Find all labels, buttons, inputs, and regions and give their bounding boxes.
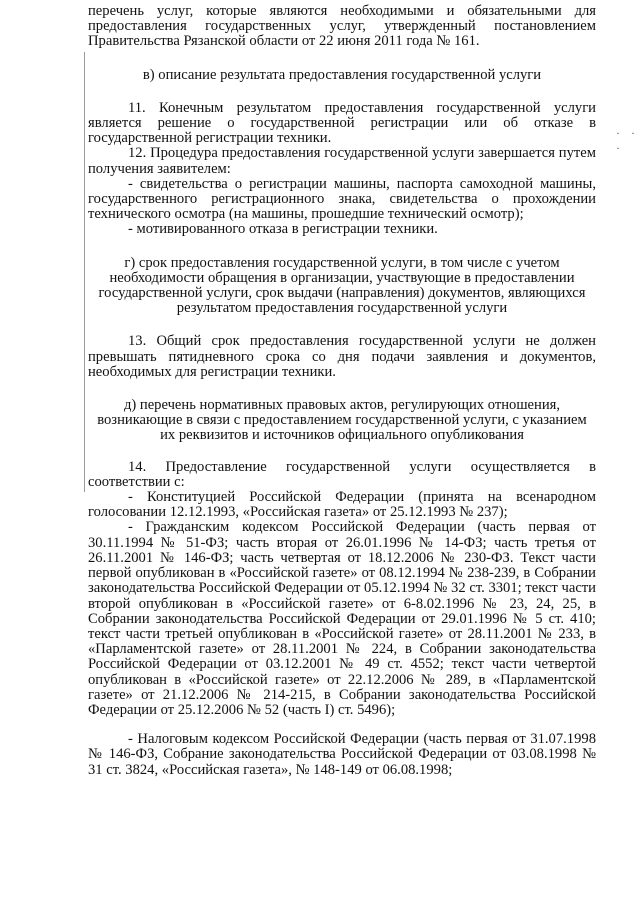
document-body: [88, 4, 596, 778]
paragraph-services-list: перечень услуг, которые являются необходимыми и обязательными для предоставления государственных услуг, утвержденный постановлением Правительства Рязанской области от 22 июня 2011 года № 161.: [88, 3, 596, 50]
paragraph-11: 11. Конечным результатом предоставления государственной услуги является решение о государственной регистрации или об отказе в государственной регистрации техники.: [88, 99, 596, 147]
list-item-tax-code: - Налоговым кодексом Российской Федерации (часть первая от 31.07.1998 № 146-ФЗ, Собрание законодательства Российской Федерации от 03.08.1998 № 31 ст. 3824, «Российская газета», № 148-149 от 06.08.1998;: [88, 731, 596, 778]
list-item-constitution: - Конституцией Российской Федерации (принята на всенародном голосовании 12.12.1993, «Российская газета» от 25.12.1993 № 237);: [88, 489, 596, 521]
scan-artifact: · · ·: [616, 126, 639, 155]
scan-margin-line: [84, 52, 85, 492]
paragraph-13: 13. Общий срок предоставления государственной услуги не должен превышать пятидневного срока со дня подачи заявления и документов, необходимых для регистрации техники.: [88, 333, 596, 380]
section-heading-g: г) срок предоставления государственной услуги, в том числе с учетом необходимости обращения в организации, участвующие в предоставлении государственной услуги, срок выдачи (направления) документов, являющихся результатом предоставления государственной услуги: [98, 254, 586, 317]
section-heading-d: д) перечень нормативных правовых актов, регулирующих отношения, возникающие в связи с предоставлением государственной услуги, с указанием их реквизитов и источников официального опубликования: [97, 397, 587, 444]
paragraph-14: 14. Предоставление государственной услуги осуществляется в соответствии с:: [88, 458, 596, 490]
list-item-civil-code: - Гражданским кодексом Российской Федерации (часть первая от 30.11.1994 № 51-ФЗ; часть вторая от 26.01.1996 № 14-ФЗ; часть третья от 26.11.2001 № 146-ФЗ; часть четвертая от 18.12.2006 № 230-ФЗ. Текст части первой опубликован в «Российской газете» от 08.12.1994 № 238-239, в Собрании законодательства Российской Федерации от 05.12.1994 № 32 ст. 3301; текст части второй опубликован в «Российской газете» от 6-8.02.1996 № 23, 24, 25, в Собрании законодательства Российской Федерации от 29.01.1996 № 5 ст. 410; текст части третьей опубликован в «Российской газете» от 28.11.2001 № 233, в «Парламентской газете» от 28.11.2001 № 224, в Собрании законодательства Российской Федерации от 03.12.2001 № 49 ст. 4552; текст части четвертой опубликован в «Российской газете» от 22.12.2006 № 289, в «Парламентской газете» от 21.12.2006 № 214-215, в Собрании законодательства Российской Федерации от 25.12.2006 № 52 (часть I) ст. 5496);: [88, 519, 596, 718]
list-item-certificates: - свидетельства о регистрации машины, паспорта самоходной машины, государственного регистрационного знака, свидетельства о прохождении технического осмотра (на машины, прошедшие технический осмотр);: [88, 175, 596, 223]
list-item-refusal: - мотивированного отказа в регистрации техники.: [128, 221, 438, 238]
paragraph-12: 12. Процедура предоставления государственной услуги завершается путем получения заявителем:: [88, 145, 596, 177]
section-heading-v: в) описание результата предоставления государственной услуги: [142, 66, 542, 83]
